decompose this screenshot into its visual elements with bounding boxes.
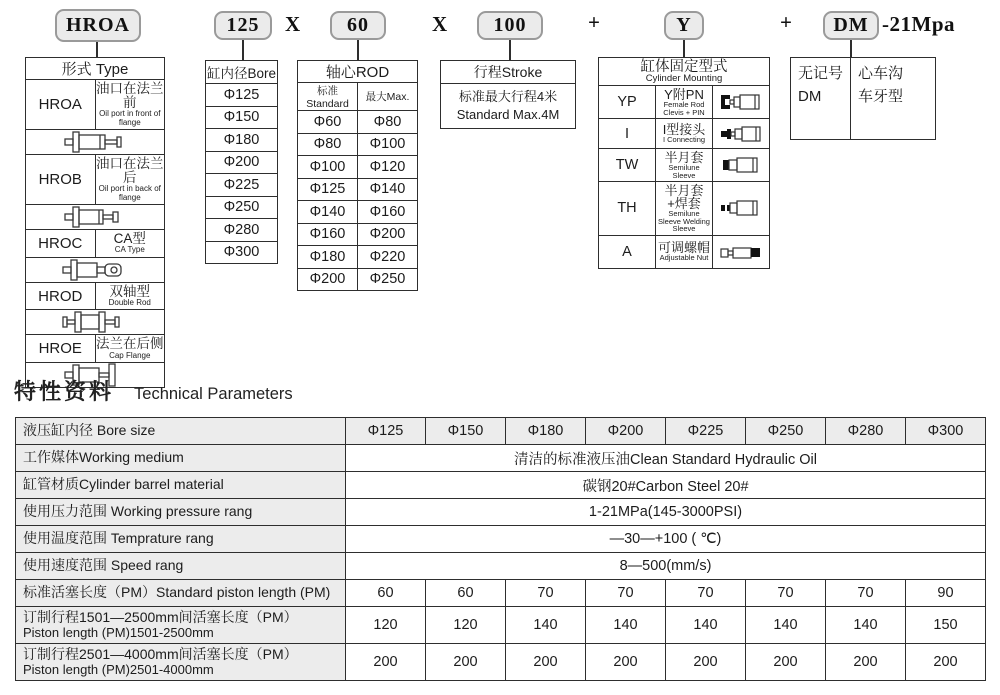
param-piston-length-value: 70 bbox=[586, 580, 666, 607]
param-piston-length-value: 60 bbox=[426, 580, 506, 607]
param-piston-length-value: 70 bbox=[746, 580, 826, 607]
param-piston-length-value: 200 bbox=[426, 644, 506, 681]
param-piston-length-value: 70 bbox=[506, 580, 586, 607]
mounting-desc-cn: 半月套 bbox=[664, 150, 704, 165]
bore-value: Φ225 bbox=[206, 174, 278, 197]
mounting-header-en: Cylinder Mounting bbox=[645, 73, 723, 84]
rod-table bbox=[297, 60, 418, 291]
param-label-en: Piston length (PM)1501-2500mm bbox=[23, 624, 214, 640]
mounting-code: A bbox=[599, 235, 656, 268]
type-code: HROA bbox=[26, 80, 96, 130]
mounting-desc-en: Semilune Sleeve Welding Sleeve bbox=[658, 209, 710, 233]
type-desc-cn: 油口在法兰前 bbox=[96, 81, 164, 111]
stroke-table-wrapper bbox=[440, 60, 576, 129]
param-bore-value: Φ150 bbox=[426, 418, 506, 445]
cylinder-back-port-icon bbox=[26, 205, 165, 230]
stroke-table-header: 行程Stroke bbox=[441, 61, 576, 84]
rod-standard-value: Φ180 bbox=[298, 246, 358, 269]
table-row bbox=[599, 86, 770, 119]
table-row bbox=[206, 151, 278, 174]
table-row bbox=[206, 241, 278, 264]
stroke-value-en: Standard Max.4M bbox=[456, 107, 560, 122]
param-row-working-medium bbox=[16, 445, 986, 472]
rod-type-table-wrapper bbox=[790, 57, 936, 140]
type-code: HROD bbox=[26, 282, 96, 310]
param-piston-length-value: 70 bbox=[666, 580, 746, 607]
mounting-desc bbox=[656, 182, 713, 236]
type-code: HROE bbox=[26, 335, 96, 363]
connector-line bbox=[242, 40, 244, 60]
connector-line bbox=[96, 42, 98, 57]
param-row-pressure-range bbox=[16, 499, 986, 526]
rod-max-value: Φ200 bbox=[358, 223, 418, 246]
mounting-desc-en: I Connecting bbox=[662, 135, 706, 145]
param-label-en: Piston length (PM)2501-4000mm bbox=[23, 661, 214, 677]
rod-col-max: 最大Max. bbox=[358, 83, 418, 111]
type-desc-en: Cap Flange bbox=[109, 350, 151, 360]
type-desc bbox=[95, 80, 165, 130]
times-operator-1: X bbox=[285, 12, 301, 36]
rod-code-box: 60 bbox=[330, 11, 386, 40]
connector-line bbox=[509, 40, 511, 60]
table-row bbox=[206, 106, 278, 129]
table-row bbox=[206, 219, 278, 242]
type-table bbox=[25, 57, 165, 388]
param-label-cn: 订制行程1501—2500mm间活塞长度（PM） bbox=[23, 609, 298, 626]
param-row-standard-piston-length bbox=[16, 580, 986, 607]
rod-type-code-box: DM bbox=[823, 11, 879, 40]
stroke-value-cn: 标准最大行程4米 bbox=[458, 89, 558, 105]
rod-type-desc-groove: 心车沟 bbox=[858, 65, 904, 82]
type-desc bbox=[95, 335, 165, 363]
rod-max-value: Φ250 bbox=[358, 268, 418, 291]
stroke-table bbox=[440, 60, 576, 129]
cylinder-double-rod-icon bbox=[26, 310, 165, 335]
param-label-cn: 订制行程2501—4000mm间活塞长度（PM） bbox=[23, 646, 298, 663]
rod-max-value: Φ120 bbox=[358, 156, 418, 179]
mount-i-connector-icon bbox=[713, 119, 770, 149]
param-value: 1-21MPa(145-3000PSI) bbox=[346, 499, 986, 526]
connector-line bbox=[357, 40, 359, 60]
param-label bbox=[16, 644, 346, 681]
table-row bbox=[298, 201, 418, 224]
mounting-code-box: Y bbox=[664, 11, 704, 40]
param-label: 液压缸内径 Bore size bbox=[16, 418, 346, 445]
param-piston-length-value: 200 bbox=[586, 644, 666, 681]
param-piston-length-value: 140 bbox=[746, 607, 826, 644]
type-desc bbox=[95, 230, 165, 258]
mounting-desc bbox=[656, 119, 713, 149]
param-piston-length-value: 140 bbox=[506, 607, 586, 644]
mounting-desc-cn: I型接头 bbox=[662, 122, 706, 138]
param-piston-length-value: 200 bbox=[746, 644, 826, 681]
param-label bbox=[16, 607, 346, 644]
cylinder-front-port-icon bbox=[26, 130, 165, 155]
connector-line bbox=[850, 40, 852, 57]
mounting-code: TW bbox=[599, 149, 656, 182]
param-label: 标准活塞长度（PM）Standard piston length (PM) bbox=[16, 580, 346, 607]
mounting-desc-en: Semilune Sleeve bbox=[668, 163, 700, 180]
times-operator-2: X bbox=[432, 12, 448, 36]
mounting-code: TH bbox=[599, 182, 656, 236]
bore-value: Φ180 bbox=[206, 129, 278, 152]
bore-table-header: 缸内径Bore bbox=[206, 61, 278, 84]
plus-operator-2: + bbox=[780, 10, 792, 34]
table-row bbox=[599, 235, 770, 268]
type-desc-cn: 双轴型 bbox=[109, 283, 150, 299]
param-value: 碳钢20#Carbon Steel 20# bbox=[346, 472, 986, 499]
rod-max-value: Φ80 bbox=[358, 111, 418, 134]
mount-adjustable-nut-icon bbox=[713, 235, 770, 268]
rod-standard-value: Φ200 bbox=[298, 268, 358, 291]
type-desc-en: Oil port in front of flange bbox=[99, 109, 161, 127]
table-row bbox=[599, 182, 770, 236]
rod-max-value: Φ160 bbox=[358, 201, 418, 224]
param-row-speed-range bbox=[16, 553, 986, 580]
table-row bbox=[26, 80, 165, 130]
param-row-piston-length-1501-2500 bbox=[16, 607, 986, 644]
params-table bbox=[15, 417, 986, 681]
param-label: 使用压力范围 Working pressure rang bbox=[16, 499, 346, 526]
mounting-desc bbox=[656, 86, 713, 119]
mount-semilune-welding-sleeve-icon bbox=[713, 182, 770, 236]
bore-table bbox=[205, 60, 278, 264]
type-desc-cn: 油口在法兰后 bbox=[96, 156, 164, 186]
table-row bbox=[298, 223, 418, 246]
mounting-table-wrapper bbox=[598, 57, 770, 269]
param-piston-length-value: 200 bbox=[346, 644, 426, 681]
rod-type-code-none: 无记号 bbox=[798, 65, 844, 82]
rod-table-header: 轴心ROD bbox=[298, 61, 418, 83]
param-value: —30—+100 ( ℃) bbox=[346, 526, 986, 553]
table-row bbox=[599, 119, 770, 149]
rod-col-standard: 标准Standard bbox=[298, 83, 358, 111]
bore-value: Φ200 bbox=[206, 151, 278, 174]
bore-value: Φ125 bbox=[206, 84, 278, 107]
param-label: 工作媒体Working medium bbox=[16, 445, 346, 472]
mounting-desc bbox=[656, 235, 713, 268]
param-bore-value: Φ300 bbox=[906, 418, 986, 445]
table-row bbox=[298, 156, 418, 179]
table-row bbox=[298, 133, 418, 156]
table-row bbox=[26, 282, 165, 310]
cylinder-clevis-icon bbox=[26, 257, 165, 282]
param-piston-length-value: 200 bbox=[906, 644, 986, 681]
param-piston-length-value: 150 bbox=[906, 607, 986, 644]
rod-type-desc-thread: 车牙型 bbox=[858, 87, 904, 105]
param-piston-length-value: 120 bbox=[426, 607, 506, 644]
rod-max-value: Φ220 bbox=[358, 246, 418, 269]
param-piston-length-value: 200 bbox=[666, 644, 746, 681]
param-piston-length-value: 70 bbox=[826, 580, 906, 607]
connector-line bbox=[683, 40, 685, 57]
mounting-code: YP bbox=[599, 86, 656, 119]
table-row bbox=[298, 178, 418, 201]
param-piston-length-value: 120 bbox=[346, 607, 426, 644]
param-bore-value: Φ280 bbox=[826, 418, 906, 445]
rod-type-code-dm: DM bbox=[798, 87, 822, 105]
param-row-barrel-material bbox=[16, 472, 986, 499]
rod-standard-value: Φ100 bbox=[298, 156, 358, 179]
type-desc-en: Double Rod bbox=[108, 297, 151, 307]
stroke-value bbox=[441, 84, 576, 129]
table-row bbox=[599, 149, 770, 182]
type-desc-cn: CA型 bbox=[113, 231, 146, 247]
stroke-code-box: 100 bbox=[477, 11, 543, 40]
mount-semilune-sleeve-icon bbox=[713, 149, 770, 182]
table-row bbox=[206, 174, 278, 197]
rod-standard-value: Φ60 bbox=[298, 111, 358, 134]
mounting-desc-cn: 半月套+焊套 bbox=[664, 183, 704, 211]
param-piston-length-value: 140 bbox=[826, 607, 906, 644]
param-row-temperature-range bbox=[16, 526, 986, 553]
type-desc bbox=[95, 282, 165, 310]
param-piston-length-value: 200 bbox=[826, 644, 906, 681]
param-bore-value: Φ125 bbox=[346, 418, 426, 445]
type-code: HROC bbox=[26, 230, 96, 258]
param-bore-value: Φ180 bbox=[506, 418, 586, 445]
section-title-en: Technical Parameters bbox=[134, 385, 293, 403]
type-desc-cn: 法兰在后侧 bbox=[96, 336, 164, 352]
param-bore-value: Φ250 bbox=[746, 418, 826, 445]
section-title bbox=[14, 375, 293, 406]
param-label: 使用温度范围 Temprature rang bbox=[16, 526, 346, 553]
table-row bbox=[298, 111, 418, 134]
table-row bbox=[206, 196, 278, 219]
mounting-desc-en: Female Rod Clevis + PIN bbox=[663, 100, 705, 117]
mounting-desc-en: Adjustable Nut bbox=[659, 253, 709, 263]
param-piston-length-value: 200 bbox=[506, 644, 586, 681]
type-desc-en: Oil port in back of flange bbox=[98, 184, 161, 202]
param-row-piston-length-2501-4000 bbox=[16, 644, 986, 681]
bore-code-box: 125 bbox=[214, 11, 272, 40]
section-title-cn: 特性资料 bbox=[14, 379, 115, 404]
param-bore-value: Φ200 bbox=[586, 418, 666, 445]
type-table-header: 形式 Type bbox=[26, 58, 165, 80]
rod-table-wrapper bbox=[297, 60, 418, 291]
plus-operator-1: + bbox=[588, 10, 600, 34]
rod-type-table bbox=[790, 57, 936, 140]
type-table-wrapper bbox=[25, 57, 165, 388]
type-code: HROB bbox=[26, 155, 96, 205]
rod-type-desc-cell bbox=[851, 58, 936, 140]
param-value: 清洁的标准液压油Clean Standard Hydraulic Oil bbox=[346, 445, 986, 472]
param-piston-length-value: 90 bbox=[906, 580, 986, 607]
bore-value: Φ300 bbox=[206, 241, 278, 264]
mounting-desc bbox=[656, 149, 713, 182]
type-desc-en: CA Type bbox=[114, 245, 145, 255]
table-row bbox=[26, 155, 165, 205]
mounting-code: I bbox=[599, 119, 656, 149]
rod-max-value: Φ140 bbox=[358, 178, 418, 201]
params-table-wrapper bbox=[15, 417, 986, 681]
pressure-rating-label: -21Mpa bbox=[882, 12, 955, 36]
bore-value: Φ250 bbox=[206, 196, 278, 219]
table-row bbox=[791, 58, 936, 140]
mounting-header-cn: 缸体固定型式 bbox=[640, 58, 728, 75]
table-row bbox=[26, 335, 165, 363]
bore-value: Φ150 bbox=[206, 106, 278, 129]
rod-standard-value: Φ160 bbox=[298, 223, 358, 246]
rod-max-value: Φ100 bbox=[358, 133, 418, 156]
rod-type-codes-cell bbox=[791, 58, 851, 140]
param-label: 使用速度范围 Speed rang bbox=[16, 553, 346, 580]
bore-table-wrapper bbox=[205, 60, 278, 264]
type-desc bbox=[95, 155, 165, 205]
bore-value: Φ280 bbox=[206, 219, 278, 242]
rod-standard-value: Φ80 bbox=[298, 133, 358, 156]
model-code-box: HROA bbox=[55, 9, 141, 42]
param-value: 8—500(mm/s) bbox=[346, 553, 986, 580]
param-bore-value: Φ225 bbox=[666, 418, 746, 445]
mounting-table-header bbox=[599, 58, 770, 86]
param-label: 缸管材质Cylinder barrel material bbox=[16, 472, 346, 499]
param-piston-length-value: 60 bbox=[346, 580, 426, 607]
table-row bbox=[298, 268, 418, 291]
table-row bbox=[206, 129, 278, 152]
mount-clevis-pin-icon bbox=[713, 86, 770, 119]
mounting-table bbox=[598, 57, 770, 269]
rod-standard-value: Φ125 bbox=[298, 178, 358, 201]
param-piston-length-value: 140 bbox=[586, 607, 666, 644]
mounting-desc-cn: Y附PN bbox=[664, 87, 704, 102]
table-row bbox=[26, 230, 165, 258]
table-row bbox=[206, 84, 278, 107]
rod-standard-value: Φ140 bbox=[298, 201, 358, 224]
param-piston-length-value: 140 bbox=[666, 607, 746, 644]
mounting-desc-cn: 可调螺帽 bbox=[657, 240, 710, 256]
table-row bbox=[298, 246, 418, 269]
param-row-bore-size bbox=[16, 418, 986, 445]
